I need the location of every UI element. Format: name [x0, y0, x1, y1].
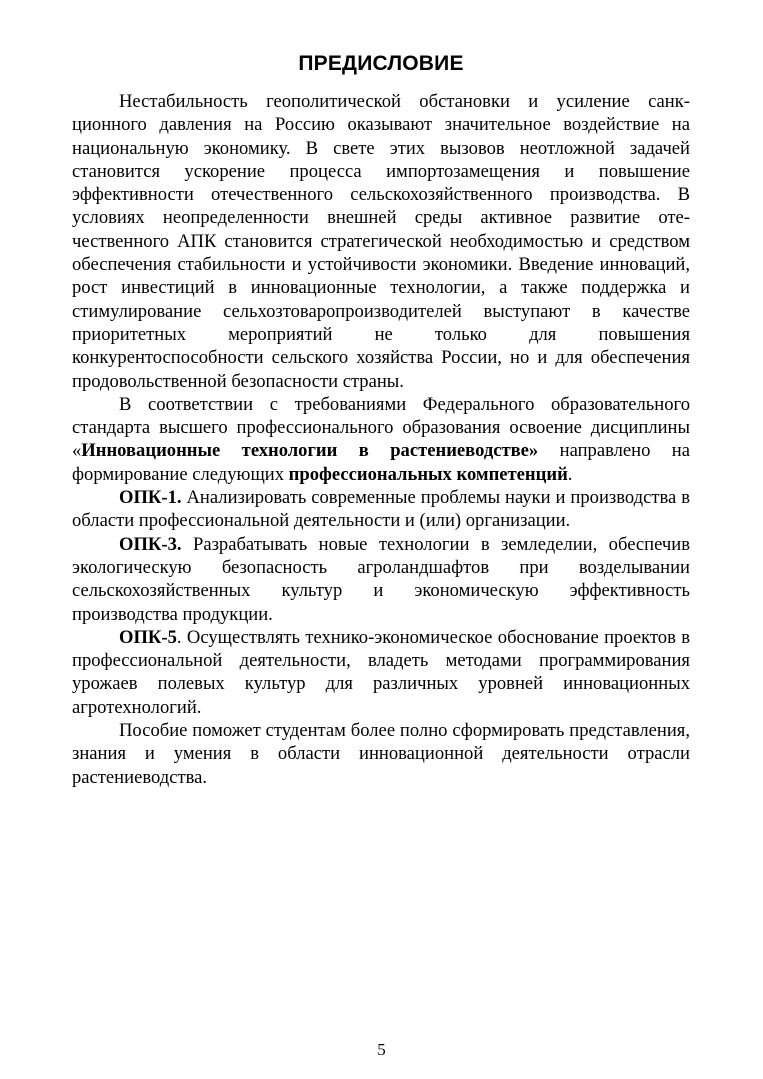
page-number: 5 [377, 1040, 386, 1059]
standard-text-after: . [567, 463, 573, 485]
standard-paragraph [72, 393, 690, 486]
page-title: ПРЕДИСЛОВИЕ [298, 52, 464, 75]
opk1-paragraph [72, 486, 690, 533]
document-page [72, 52, 690, 789]
intro-paragraph: Нестабильность геополитической обстановки и усиление санкционного давления на Россию оказывают значительное воздействие на национальную экономику. В свете этих вызовов неотложной задачей становится ускорение процесса импортозамещения и повышение эффективности отечественного сельскохозяйственного производства. В условиях неопределенности внешней среды активное развитие отечественного АПК становится стратегической необходимостью и средством обеспечения стабильности и устойчивости экономики. Введение инноваций, рост инвестиций в инновационные технологии, а также поддержка и стимулирование сельхозтоваропроизводителей выступают в качестве приоритетных мероприятий не только для повышения конкурентоспособности сельского хозяйства России, но и для обеспечения продовольственной безопасности страны. [72, 91, 690, 392]
standard-text-before: В соответствии с требованиями Федерального образовательного стандарта высшего профессионального образования освоение дисциплины « [72, 393, 690, 462]
opk5-paragraph [72, 626, 690, 719]
opk1-text: Анализировать современные проблемы науки и производства в области профессиональной деятельности и (или) организации. [72, 487, 690, 532]
competencies-label: профессиональных компетенций [288, 463, 568, 485]
closing-paragraph: Пособие поможет студентам более полно сформировать представления, знания и умения в области инновационной деятельности отрасли растениеводства. [72, 720, 690, 788]
opk1-code: ОПК-1. [119, 487, 182, 509]
opk5-text: . Осуществлять технико-экономическое обоснование проектов в профессиональной деятельности, владеть методами программирования урожаев полевых культур для различных уровней инновационных агротехнологий. [72, 626, 690, 718]
opk3-paragraph [72, 533, 690, 626]
standard-text-middle: направлено на формирование следующих [72, 440, 690, 485]
discipline-name: Инновационные технологии в растениеводстве» [81, 440, 539, 462]
opk5-code: ОПК-5 [119, 626, 177, 648]
opk3-text: Разрабатывать новые технологии в земледелии, обеспечив экологическую безопасность агроландшафтов при возделывании сельскохозяйственных культур и экономическую эффективность производства продукции. [72, 533, 690, 625]
opk3-code: ОПК-3. [119, 533, 182, 555]
